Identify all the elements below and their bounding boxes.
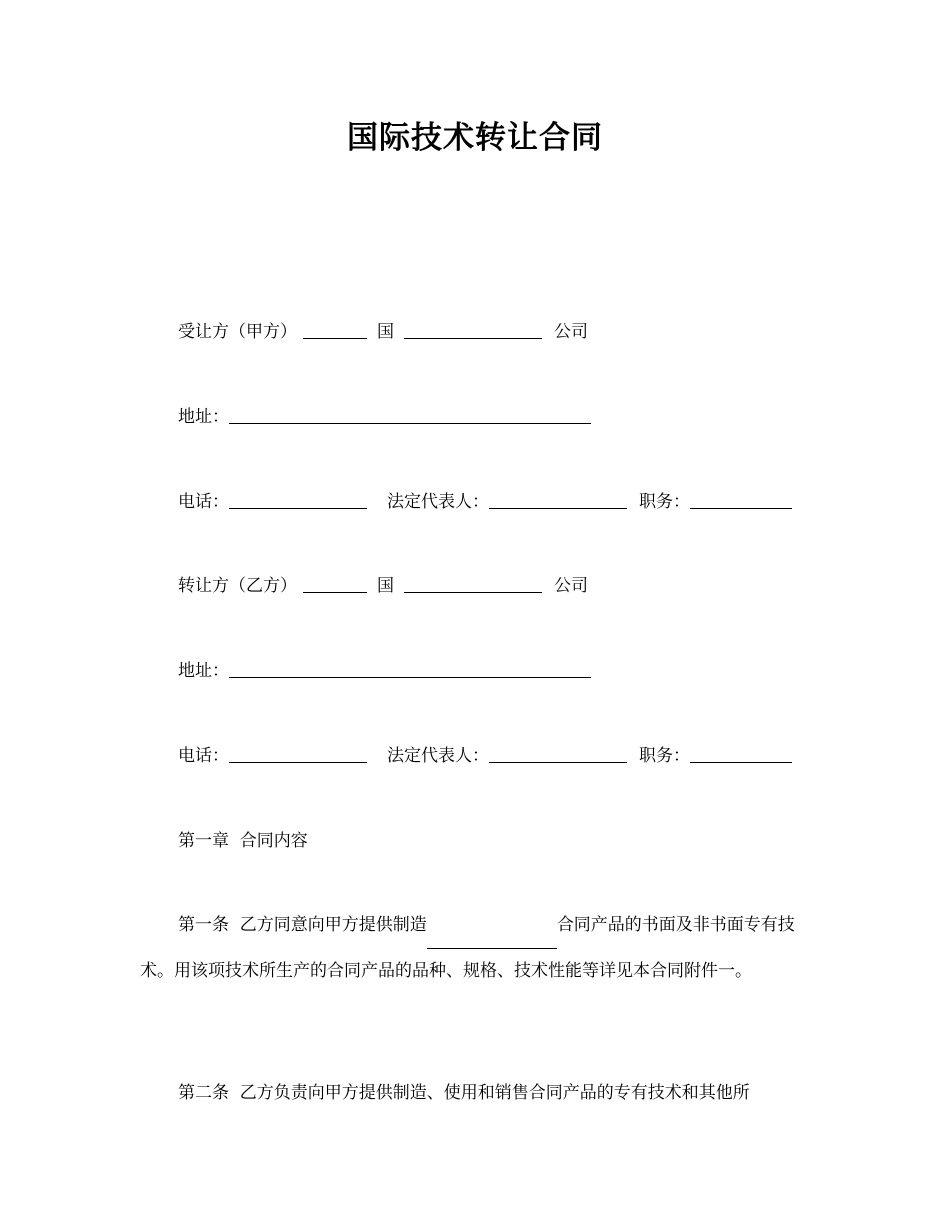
transferor-address-label: 地址： bbox=[178, 661, 229, 681]
article-2-text: 第二条 乙方负责向甲方提供制造、使用和销售合同产品的专有技术和其他所 bbox=[178, 1083, 750, 1103]
transferee-legal-rep-blank bbox=[489, 490, 627, 509]
transferor-company-blank bbox=[404, 574, 542, 593]
transferee-country-blank bbox=[303, 320, 367, 339]
transferee-address-blank bbox=[229, 405, 591, 424]
transferor-label: 转让方（乙方） bbox=[178, 576, 297, 596]
transferee-address-label: 地址： bbox=[178, 407, 229, 427]
article-1-prefix: 第一条 乙方同意向甲方提供制造 bbox=[178, 915, 427, 935]
transferee-contact-line bbox=[178, 488, 792, 512]
transferor-legal-rep-label: 法定代表人： bbox=[387, 746, 489, 766]
transferee-position-blank bbox=[690, 490, 792, 509]
transferee-country-label: 国 bbox=[377, 322, 394, 342]
transferor-phone-label: 电话： bbox=[178, 746, 229, 766]
transferor-address-blank bbox=[229, 659, 591, 678]
transferee-position-label: 职务： bbox=[639, 492, 690, 512]
article-1 bbox=[140, 902, 812, 994]
chapter-heading bbox=[178, 827, 308, 851]
transferor-company-label: 公司 bbox=[554, 576, 588, 596]
transferee-legal-rep-label: 法定代表人： bbox=[387, 492, 489, 512]
transferor-country-blank bbox=[303, 574, 367, 593]
chapter-heading-text: 第一章 合同内容 bbox=[178, 831, 308, 851]
transferee-phone-label: 电话： bbox=[178, 492, 229, 512]
transferor-country-label: 国 bbox=[377, 576, 394, 596]
transferor-line bbox=[178, 572, 588, 596]
transferor-position-label: 职务： bbox=[639, 746, 690, 766]
article-1-product-blank bbox=[427, 930, 557, 949]
transferor-position-blank bbox=[690, 744, 792, 763]
transferor-contact-line bbox=[178, 742, 792, 766]
transferor-phone-blank bbox=[229, 744, 367, 763]
transferor-address-line bbox=[178, 657, 591, 681]
transferor-legal-rep-blank bbox=[489, 744, 627, 763]
document-title: 国际技术转让合同 bbox=[347, 120, 603, 156]
transferee-line bbox=[178, 318, 588, 342]
transferee-company-label: 公司 bbox=[554, 322, 588, 342]
article-2 bbox=[140, 1070, 812, 1116]
transferee-address-line bbox=[178, 403, 591, 427]
transferee-phone-blank bbox=[229, 490, 367, 509]
article-1-suffix: 合同产品的书面及非书面专有技术。用该项技术所生产的合同产品的品种、规格、技术性能等详见本合同附件一。 bbox=[140, 915, 795, 981]
transferee-label: 受让方（甲方） bbox=[178, 322, 297, 342]
transferee-company-blank bbox=[404, 320, 542, 339]
